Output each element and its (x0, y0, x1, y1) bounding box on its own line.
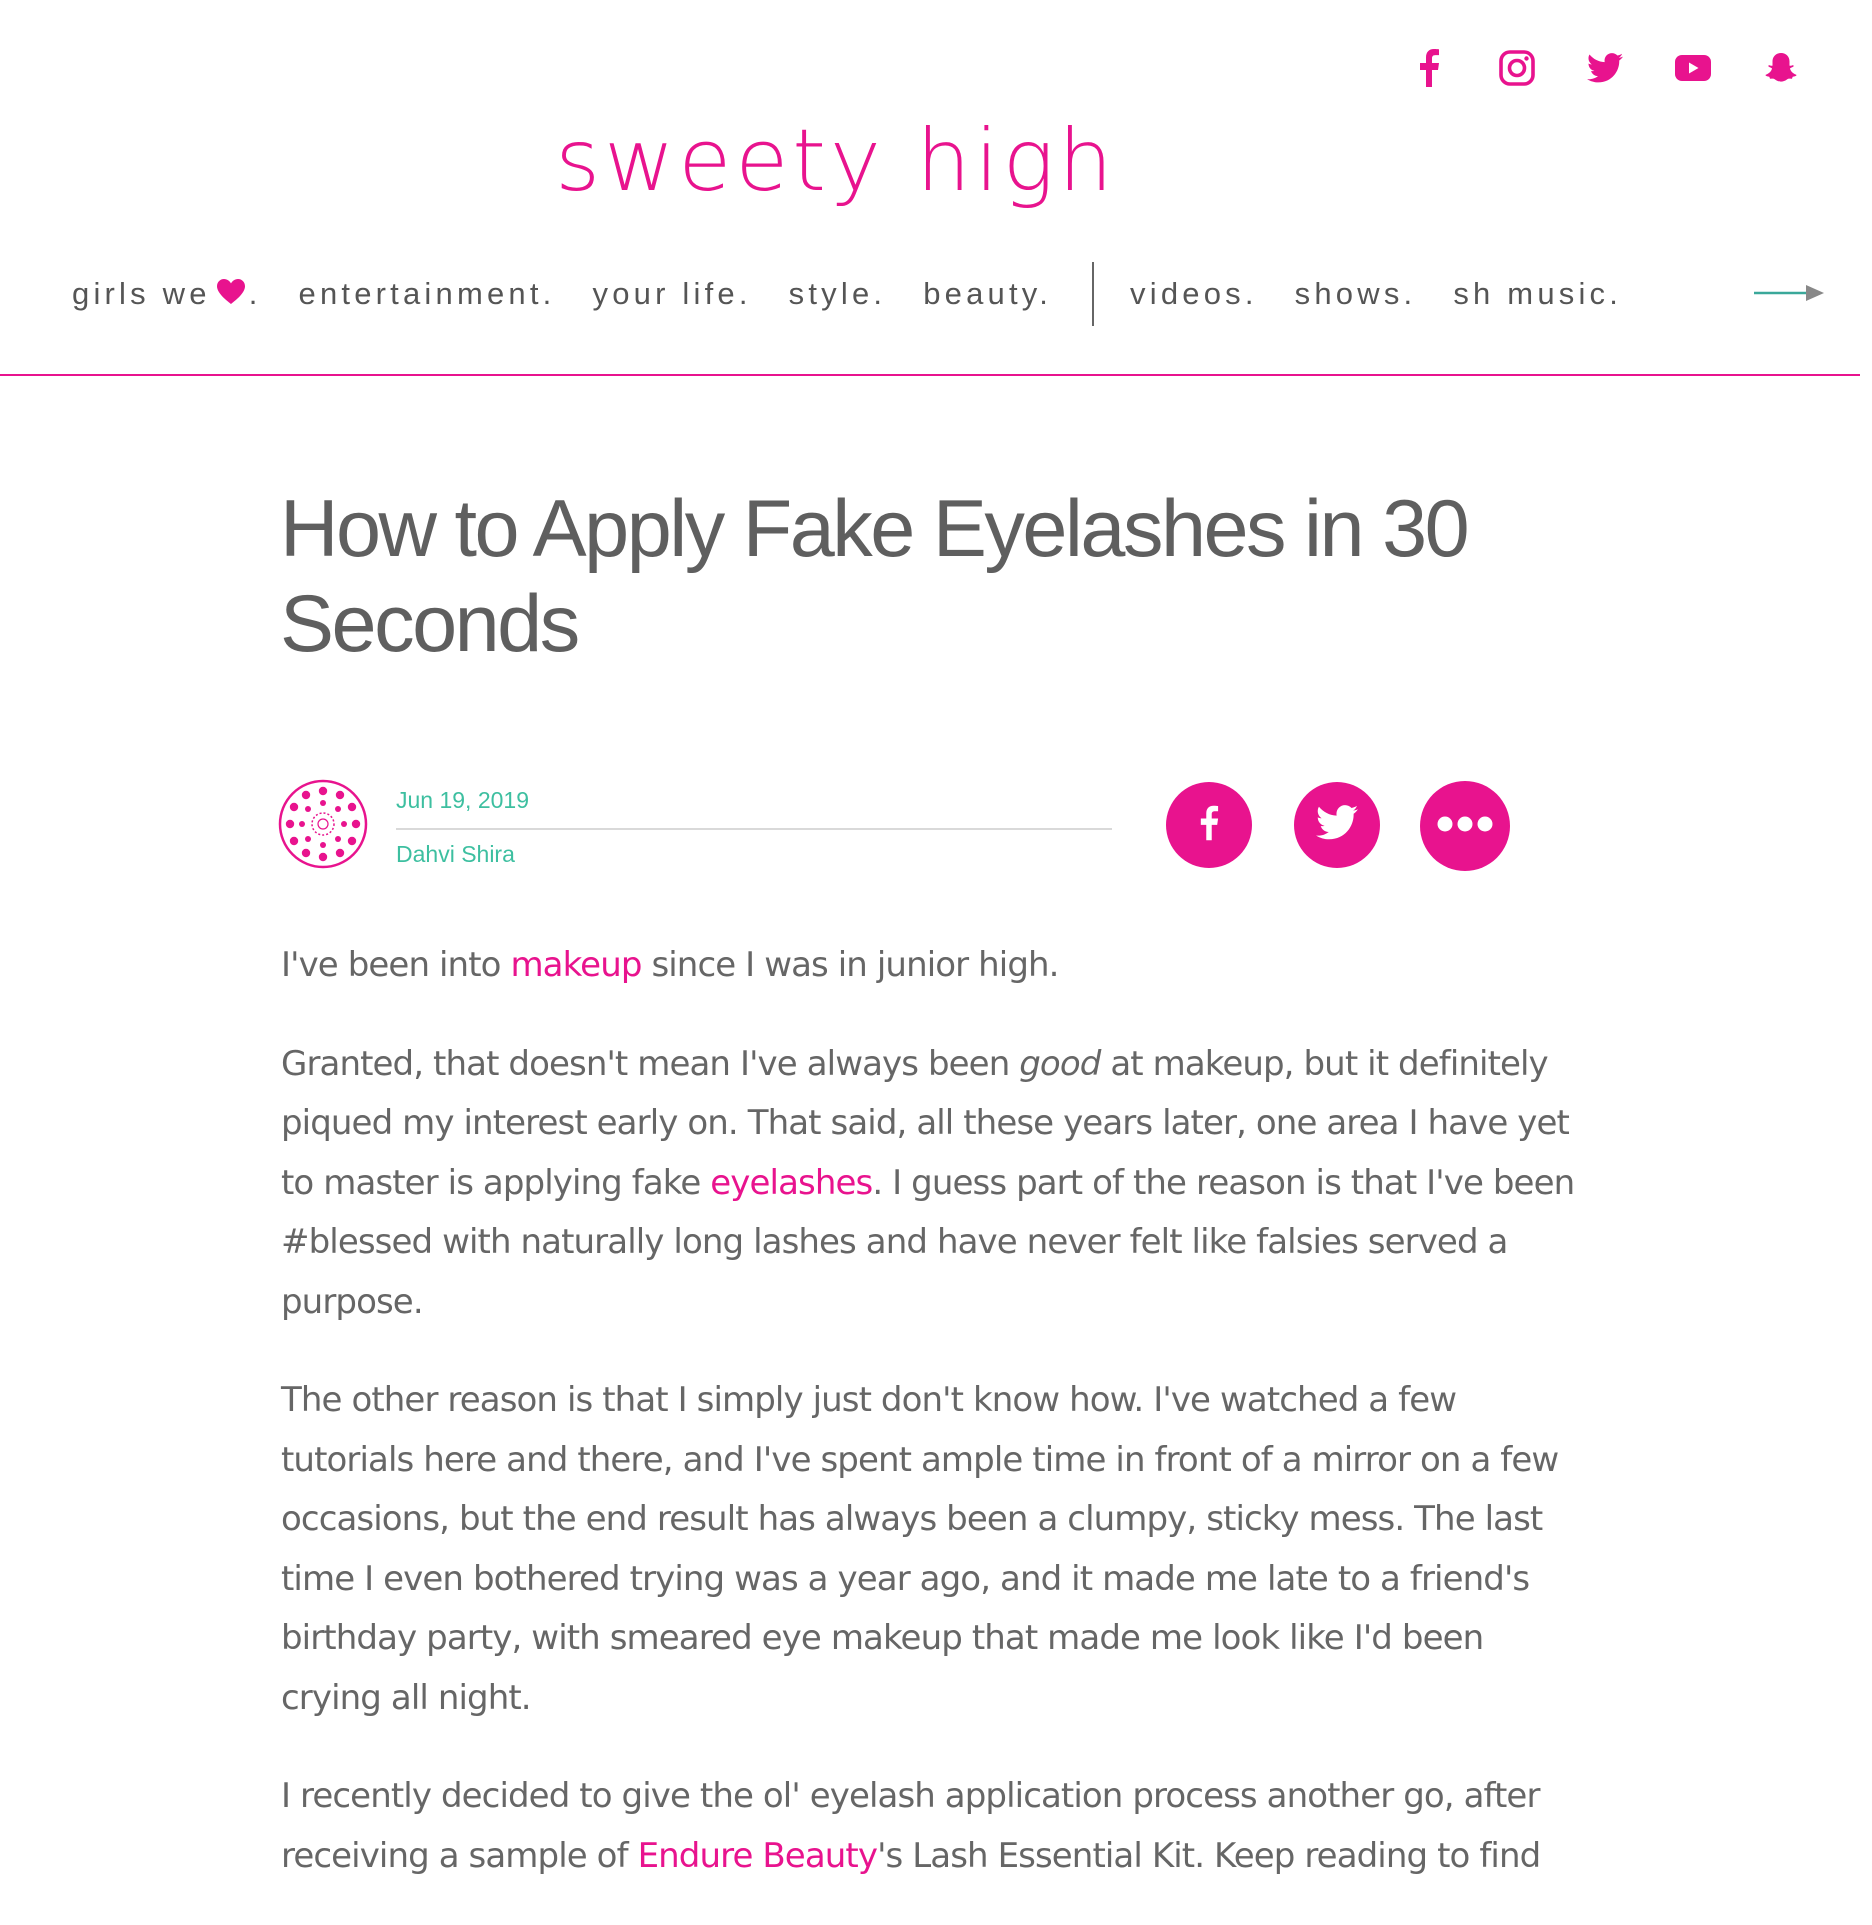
share-facebook-button[interactable] (1166, 782, 1252, 868)
nav-item-shows[interactable]: shows. (1294, 276, 1417, 311)
nav-item-your-life[interactable]: your life. (592, 276, 752, 311)
article-paragraph (281, 1035, 1591, 1333)
article-title: How to Apply Fake Eyelashes in 30 Seconds (280, 484, 1468, 669)
site-logo[interactable]: sweety high (555, 111, 1117, 211)
snapchat-icon[interactable] (1737, 44, 1825, 92)
youtube-icon[interactable] (1649, 44, 1737, 92)
paragraph-text: . I guess part of the reason is that I've been #blessed with naturally long lashes and have never felt like falsies served a purpose. (281, 1162, 1575, 1322)
arrow-right-icon[interactable] (1754, 282, 1826, 309)
nav-item-style[interactable]: style. (788, 276, 887, 311)
twitter-icon (1316, 805, 1358, 845)
article-paragraph (281, 936, 1591, 996)
paragraph-text: I recently decided to give the ol' eyelash application process another go, after receiving a sample of (281, 1776, 1540, 1876)
nav-item-sh-music[interactable]: sh music. (1453, 276, 1623, 311)
twitter-icon[interactable] (1561, 44, 1649, 92)
emphasis-text: good (1019, 1043, 1101, 1084)
header-divider (0, 374, 1860, 376)
article-paragraph: The other reason is that I simply just don't know how. I've watched a few tutorials here and there, and I've spent ample time in front of a mirror on a few occasions, but the end result has always been a clumpy, sticky mess. The last time I even bothered trying was a year ago, and it made me late to a friend's birthday party, with smeared eye makeup that made me look like I'd been crying all night. (281, 1380, 1559, 1718)
author-avatar[interactable] (278, 779, 368, 869)
nav-divider (1092, 262, 1094, 326)
makeup-link[interactable]: makeup (510, 945, 642, 985)
nav-item-videos[interactable]: videos. (1130, 276, 1258, 311)
paragraph-text: at makeup, but it definitely piqued my interest early on. That said, all these years later, one area I have yet to master is applying fake (281, 1043, 1569, 1203)
endure-beauty-link[interactable]: Endure Beauty (637, 1835, 878, 1876)
article-byline (278, 776, 1518, 876)
nav-item-entertainment[interactable]: entertainment. (298, 276, 556, 311)
paragraph-text: since I was in junior high. (641, 945, 1059, 985)
nav-item-label: . (248, 276, 262, 311)
share-more-button[interactable] (1420, 781, 1510, 871)
facebook-icon[interactable] (1385, 44, 1473, 92)
nav-item-beauty[interactable]: beauty. (923, 276, 1053, 311)
paragraph-text: 's Lash Essential Kit. Keep reading to find (877, 1835, 1541, 1876)
author-name[interactable]: Dahvi Shira (396, 841, 515, 867)
heart-icon (217, 276, 245, 312)
more-icon (1437, 816, 1493, 837)
facebook-icon (1199, 804, 1219, 847)
publish-date: Jun 19, 2019 (396, 787, 530, 813)
eyelashes-link[interactable]: eyelashes (710, 1162, 873, 1203)
social-links-top (1385, 44, 1825, 92)
nav-item-label: girls we (72, 276, 211, 311)
article-paragraph (281, 1767, 1591, 1886)
article-body (281, 936, 1591, 1925)
nav-item-girls-we-love[interactable] (72, 276, 262, 312)
share-twitter-button[interactable] (1294, 782, 1380, 868)
paragraph-text: Granted, that doesn't mean I've always been (281, 1043, 1020, 1084)
main-nav (72, 262, 1872, 326)
byline-divider (396, 828, 1112, 830)
instagram-icon[interactable] (1473, 44, 1561, 92)
paragraph-text: I've been into (281, 945, 511, 985)
